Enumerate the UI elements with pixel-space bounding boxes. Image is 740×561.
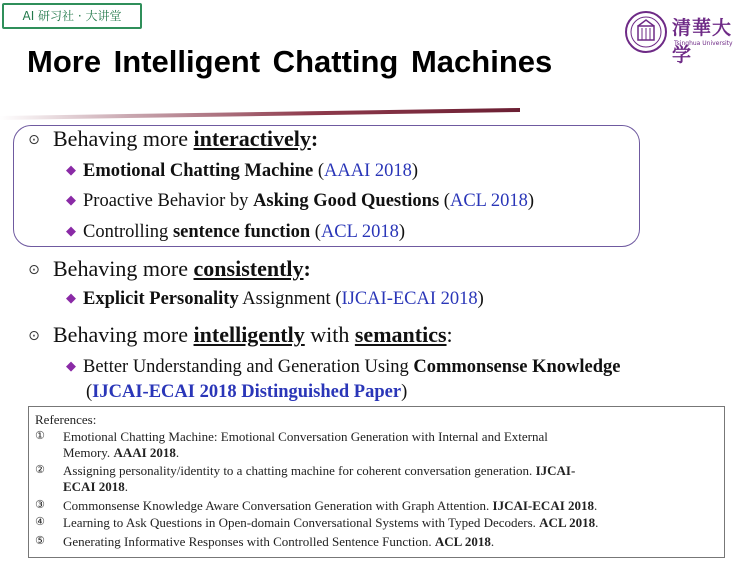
sub-bullet-asking-questions: ◆ Proactive Behavior by Asking Good Questions (ACL 2018) [66, 191, 535, 211]
circle-bullet-icon: ⊙ [28, 328, 40, 344]
bullet-intelligently: ⊙ Behaving more intelligently with semantics: [28, 322, 453, 347]
references-box: References: ① Emotional Chatting Machine: Emotional Conversation Generation with Internal and External Memory. AAAI 2018. ② Assigning personality/identity to a chatting machine for coherent conversation generation. IJCAI- ECAI 2018. ③ Commonsense Knowledge Aware Conversation Generation with Graph Attention. IJCAI-ECAI 2018. ④ Learning to Ask Questions in Open-domain Conversational Systems with Typed Decoders. ACL 2018. ⑤ Generating Informative Responses with Controlled Sentence Function. ACL 2018. [28, 406, 725, 558]
sub-bullet-personality: ◆ Explicit Personality Assignment (IJCAI-ECAI 2018) [66, 289, 484, 309]
diamond-bullet-icon: ◆ [66, 224, 76, 239]
title-underline-bar [0, 107, 520, 120]
sub-bullet-commonsense-venue: (IJCAI-ECAI 2018 Distinguished Paper) [86, 382, 408, 402]
circle-bullet-icon: ⊙ [28, 262, 40, 278]
sub-bullet-commonsense: ◆ Better Understanding and Generation Using Commonsense Knowledge [66, 357, 621, 377]
bullet-interactively: ⊙ Behaving more interactively: [28, 126, 319, 151]
bullet-consistently: ⊙ Behaving more consistently: [28, 256, 311, 281]
reference-item-cont: ECAI 2018. [63, 479, 129, 494]
slide-title: More Intelligent Chatting Machines [27, 44, 553, 79]
reference-item-cont: Memory. AAAI 2018. [63, 445, 180, 460]
university-name-english: Tsinghua University [674, 40, 733, 47]
circle-bullet-icon: ⊙ [28, 132, 40, 148]
university-name: 清華大学 [672, 17, 733, 66]
diamond-bullet-icon: ◆ [66, 291, 76, 306]
references-heading: References: [35, 412, 97, 427]
sub-bullet-ecm: ◆ Emotional Chatting Machine (AAAI 2018) [66, 161, 419, 181]
university-logo [624, 10, 736, 66]
diamond-bullet-icon: ◆ [66, 163, 76, 178]
watermark-badge: AI 研习社 · 大讲堂 [2, 3, 142, 29]
diamond-bullet-icon: ◆ [66, 359, 76, 374]
university-seal-icon [624, 10, 668, 54]
sub-bullet-sentence-function: ◆ Controlling sentence function (ACL 2018) [66, 222, 406, 242]
diamond-bullet-icon: ◆ [66, 193, 76, 208]
